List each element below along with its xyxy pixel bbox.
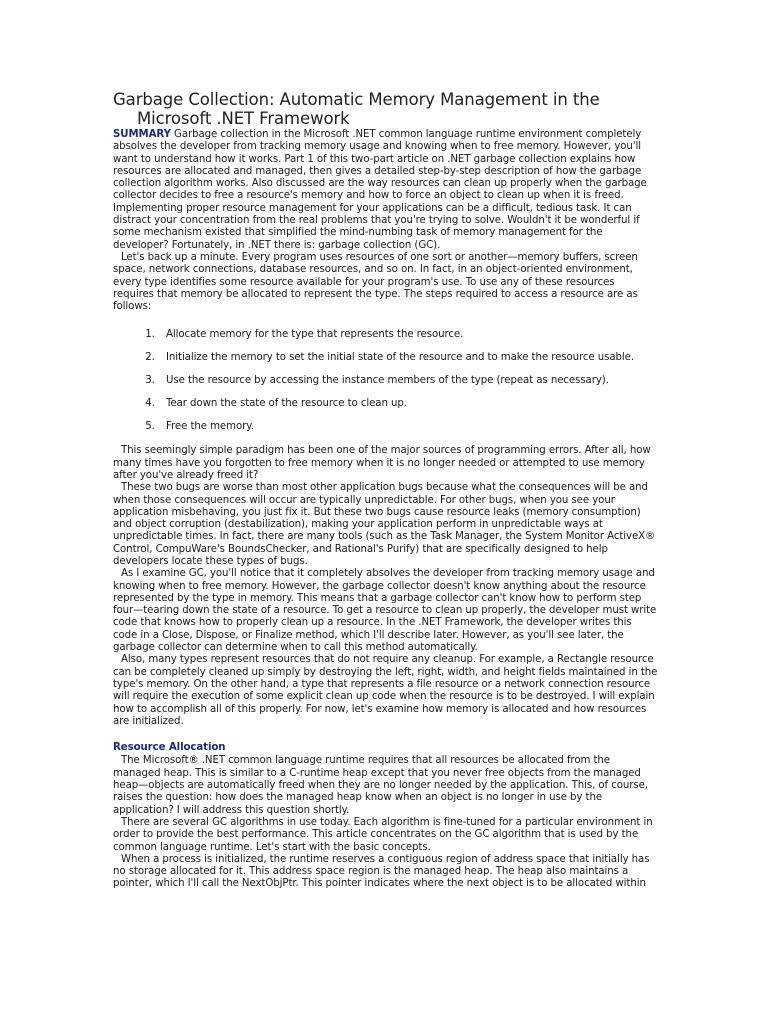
body-paragraph: There are several GC algorithms in use today. Each algorithm is fine-tuned for a particular environment in order to provide the best performance. This article concentrates on the GC algorithm that is used by the common language runtime. Let's start with the basic concepts. [113, 816, 653, 853]
body-paragraph: When a process is initialized, the runtime reserves a contiguous region of address space that initially has no storage allocated for it. This address space region is the managed heap. The heap also maintains a pointer, which I'll call the NextObjPtr. This pointer indicates where the next object is to be allocated within [113, 853, 650, 890]
intro-paragraph: Implementing proper resource management for your applications can be a difficult, tedious task. It can distract your concentration from the real problems that you're trying to solve. Wouldn't it be wonderful if some mechanism existed that simplified the mind-numbing task of memory management for the developer? Fortunately, in .NET there is: garbage collection (GC). [113, 202, 640, 251]
list-item: 5. Free the memory. [158, 421, 658, 433]
list-item: 1. Allocate memory for the type that represents the resource. [158, 329, 658, 341]
body-paragraph: The Microsoft® .NET common language runtime requires that all resources be allocated from the managed heap. This is similar to a C-runtime heap except that you never free objects from the managed heap—objects are automatically freed when they are no longer needed by the application. This, of course, raises the question: how does the managed heap know when an object is no longer in use by the application? I will address this question shortly. [113, 755, 648, 816]
list-item: 3. Use the resource by accessing the instance members of the type (repeat as necessary). [158, 375, 658, 387]
list-item: 4. Tear down the state of the resource to clean up. [158, 398, 658, 410]
steps-list [113, 329, 658, 433]
article-title: Garbage Collection: Automatic Memory Management in the Microsoft .NET Framework [113, 90, 600, 128]
body-paragraph: Also, many types represent resources that do not require any cleanup. For example, a Rectangle resource can be completely cleaned up simply by destroying the left, right, width, and height fields maintained in the type's memory. On the other hand, a type that represents a file resource or a network connection resource will require the execution of some explicit clean up code when the resource is to be destroyed. I will explain how to accomplish all of this properly. For now, let's examine how memory is allocated and how resources are initialized. [113, 654, 658, 727]
body-paragraph: This seemingly simple paradigm has been one of the major sources of programming errors. After all, how many times have you forgotten to free memory when it is no longer needed or attempted to use memory after you've already freed it? [113, 445, 651, 481]
document-page [113, 90, 658, 891]
backup-paragraph: Let's back up a minute. Every program uses resources of one sort or another—memory buffers, screen space, network connections, database resources, and so on. In fact, in an object-oriented environment, every type identifies some resource available for your program's use. To use any of these resources requires that memory be allocated to represent the type. The steps required to access a resource are as follows: [113, 251, 638, 313]
summary-paragraph [113, 129, 658, 203]
list-item: 2. Initialize the memory to set the initial state of the resource and to make the resource usable. [158, 352, 658, 364]
summary-label: SUMMARY [113, 129, 171, 140]
summary-text: Garbage collection in the Microsoft .NET common language runtime environment completely absolves the developer from tracking memory usage and knowing when to free memory. However, you'll want to understand how it works. Part 1 of this two-part article on .NET garbage collection explains how resources are allocated and managed, then gives a detailed step-by-step description of how the garbage collection algorithm works. Also discussed are the way resources can clean up properly when the garbage collector decides to free a resource's memory and how to force an object to clean up when it is freed. [113, 129, 647, 202]
body-paragraph: These two bugs are worse than most other application bugs because what the consequences will be and when those consequences will occur are typically unpredictable. For other bugs, when you see your application misbehaving, you just fix it. But these two bugs cause resource leaks (memory consumption) and object corruption (destabilization), making your application perform in unpredictable ways at unpredictable times. In fact, there are many tools (such as the Task Manager, the System Monitor ActiveX® Control, CompuWare's BoundsChecker, and Rational's Purify) that are specifically designed to help developers locate these types of bugs. [113, 482, 656, 567]
section-heading: Resource Allocation [113, 742, 226, 754]
body-paragraph: As I examine GC, you'll notice that it completely absolves the developer from tracking memory usage and knowing when to free memory. However, the garbage collector doesn't know anything about the resource represented by the type in memory. This means that a garbage collector can't know how to perform step four—tearing down the state of a resource. To get a resource to clean up properly, the developer must write code that knows how to properly clean up a resource. In the .NET Framework, the developer writes this code in a Close, Dispose, or Finalize method, which I'll describe later. However, as you'll see later, the garbage collector can determine when to call this method automatically. [113, 568, 657, 654]
